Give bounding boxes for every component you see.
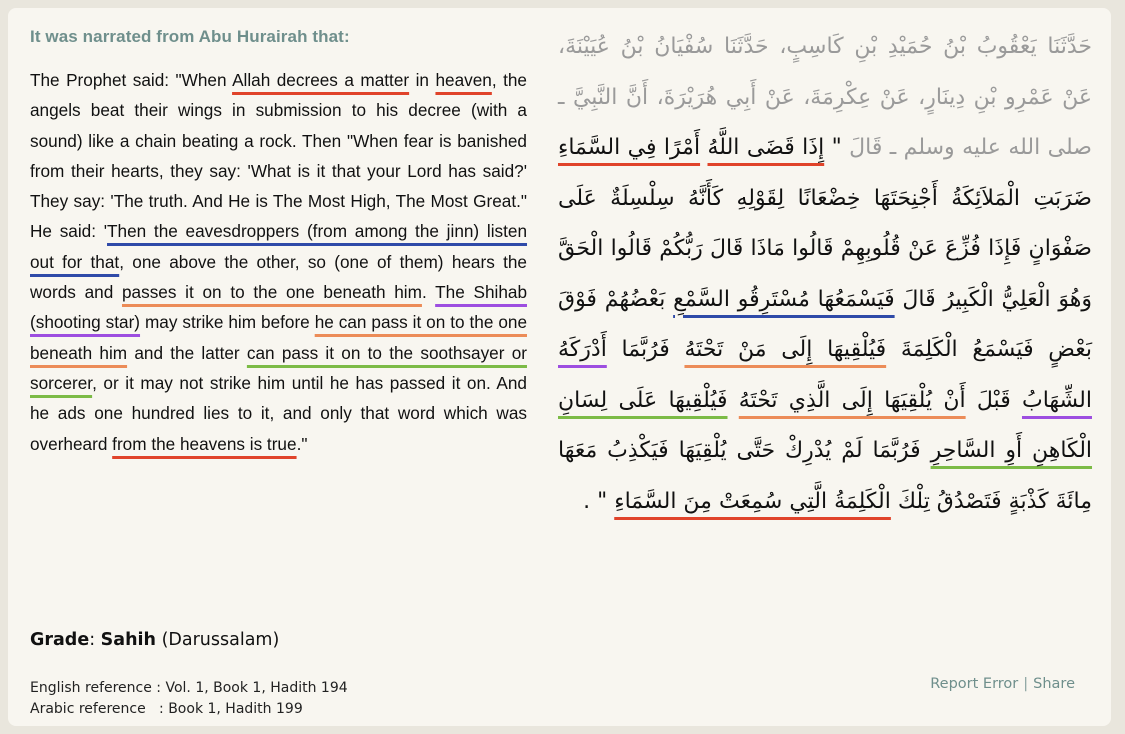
grade-colon: : — [89, 630, 101, 650]
highlight-red: Allah decrees a matter — [232, 70, 410, 90]
report-error-link[interactable]: Report Error — [930, 676, 1019, 692]
narrator-line: It was narrated from Abu Hurairah that: — [30, 27, 350, 46]
highlight-orange: فَيُلْقِيهَا إِلَى مَنْ تَحْتَهُ — [684, 337, 887, 362]
text-segment — [700, 135, 707, 160]
text-segment — [728, 388, 739, 413]
text-segment: " — [824, 135, 842, 160]
text-segment: قَبْلَ — [965, 387, 1022, 413]
actions-bar — [930, 676, 1075, 692]
hadith-card — [8, 8, 1111, 726]
highlight-blue: Then the eavesdroppers (from among the jinn) listen out for that — [30, 221, 528, 272]
grade-line — [30, 630, 279, 650]
grade-value: Sahih — [100, 630, 157, 650]
references — [30, 678, 348, 720]
highlight-green: فَيُلْقِيهَا عَلَى لِسَانِ الْكَاهِنِ أَوِ السَّاحِرِ — [558, 387, 1093, 463]
highlight-purple: The Shihab (shooting star) — [30, 282, 527, 333]
highlight-orange: أَنْ يُلْقِيَهَا إِلَى الَّذِي تَحْتَهُ — [738, 387, 966, 413]
text-segment: may strike him before — [140, 312, 315, 333]
text-segment: " . — [583, 488, 615, 514]
grade-source: (Darussalam) — [156, 630, 280, 650]
share-link[interactable]: Share — [1033, 676, 1075, 692]
english-reference: English reference : Vol. 1, Book 1, Hadith 194 — [30, 680, 348, 696]
grade-label: Grade — [30, 630, 90, 650]
highlight-orange: he can pass it on to the one beneath him — [30, 312, 527, 363]
text-segment: بَعْضُهُمْ فَوْقَ بَعْضٍ فَيَسْمَعُ الْكَلِمَةَ — [558, 286, 1092, 362]
text-segment: , the angels beat their wings in submission to his decree (with a sound) like a chain beating a rock. Then "When fear is banished from their hearts, they say: 'What is it that your Lord has said?' They say: 'The truth. And He is The Most High, The Most Great." He said: ' — [30, 70, 527, 242]
text-segment: , one above the other, so (one of them) hears the words and — [30, 251, 527, 303]
highlight-blue: فَيَسْمَعُهَا مُسْتَرِقُو السَّمْعِ — [673, 286, 895, 312]
text-segment: فَرُبَّمَا لَمْ يُدْرِكْ حَتَّى يُلْقِيَهَا فَيَكْذِبُ مَعَهَا مِائَةَ كَذْبَةٍ فَتَصْدُقُ تِلْكَ — [558, 438, 1092, 514]
text-segment: ضَرَبَتِ الْمَلاَئِكَةُ أَجْنِحَتَهَا خِضْعَانًا لِقَوْلِهِ كَأَنَّهُ سِلْسِلَةٌ عَلَى صَفْوَانٍ فَإِذَا فُزِّعَ عَنْ قُلُوبِهِمْ قَالُوا مَاذَا قَالَ رَبُّكُمْ قَالُوا الْحَقَّ وَهُوَ الْعَلِيُّ الْكَبِيرُ قَالَ — [558, 185, 1092, 312]
text-segment: ." — [296, 433, 308, 454]
text-segment: فَرُبَّمَا — [606, 337, 685, 362]
actions-separator: | — [1023, 676, 1029, 692]
text-segment: حَدَّثَنَا يَعْقُوبُ بْنُ حُمَيْدِ بْنِ كَاسِبٍ، حَدَّثَنَا سُفْيَانُ بْنُ عُيَيْنَةَ، عَنْ عَمْرِو بْنِ دِينَارٍ، عَنْ عِكْرِمَةَ، عَنْ أَبِي هُرَيْرَةَ، أَنَّ النَّبِيَّ ـ صلى الله عليه وسلم ـ قَالَ — [558, 34, 1092, 160]
arabic-text — [558, 22, 1092, 527]
highlight-purple: أَدْرَكَهُ الشِّهَابُ — [558, 337, 1092, 413]
highlight-red: from the heavens is true — [112, 433, 297, 454]
highlight-red: أَمْرًا فِي السَّمَاءِ — [558, 135, 701, 160]
highlight-red: الْكَلِمَةُ الَّتِي سُمِعَتْ مِنَ السَّمَاءِ — [614, 488, 891, 514]
arabic-reference: Arabic reference : Book 1, Hadith 199 — [30, 701, 303, 717]
text-segment: in — [409, 70, 436, 90]
text-segment: . — [421, 282, 436, 303]
english-text — [30, 65, 527, 459]
text-segment: , or it may not strike him until he has passed it on. And he ads one hundred lies to it, and only that word which was overheard — [30, 372, 527, 454]
highlight-red: إِذَا قَضَى اللَّهُ — [707, 135, 825, 160]
text-segment: and the latter — [127, 342, 247, 363]
text-segment: The Prophet said: "When — [30, 70, 233, 90]
highlight-green: can pass it on to the soothsayer or sorcerer — [30, 342, 527, 393]
highlight-orange: passes it on to the one beneath him — [121, 282, 422, 303]
highlight-red: heaven — [435, 70, 492, 90]
